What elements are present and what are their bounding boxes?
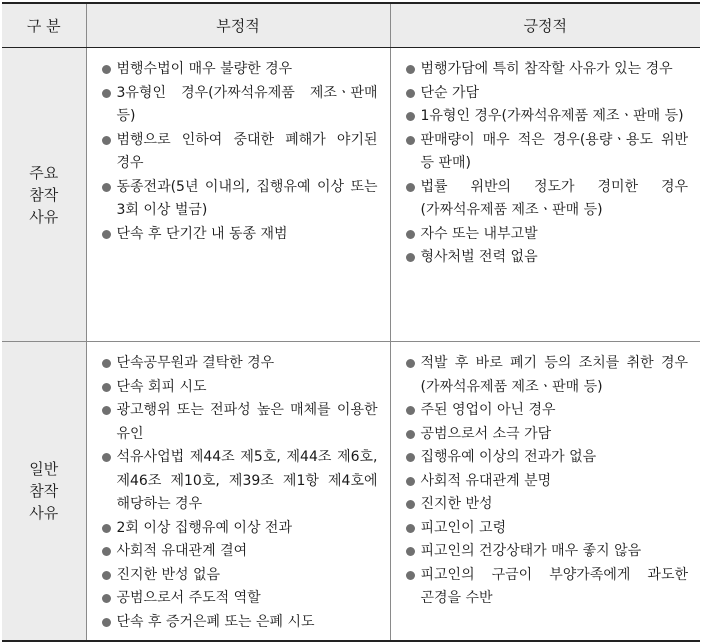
bullet-icon	[102, 383, 111, 392]
list-item-text: 단순 가담	[420, 84, 480, 101]
category-main-line: 참작	[29, 185, 59, 204]
general-positive-cell	[390, 342, 700, 642]
main-negative-list	[101, 58, 378, 246]
sentencing-factors-table	[2, 2, 700, 642]
list-item-text: 형사처벌 전력 없음	[420, 249, 538, 265]
list-item-text: 법률 위반의 정도가 경미한 경우(가짜석유제품 제조ㆍ판매 등)	[420, 178, 688, 218]
list-item	[101, 376, 378, 400]
row-main-factors	[2, 48, 700, 342]
list-item-text: 동종전과(5년 이내의, 집행유예 이상 또는 3회 이상 벌금)	[116, 178, 378, 218]
general-negative-list	[101, 352, 378, 634]
list-item	[405, 446, 689, 470]
bullet-icon	[102, 230, 111, 239]
list-item	[405, 176, 689, 223]
row-general-factors	[2, 342, 700, 642]
list-item	[101, 58, 378, 82]
bullet-icon	[406, 430, 415, 439]
list-item	[405, 399, 689, 423]
bullet-icon	[102, 183, 111, 192]
list-item	[405, 58, 689, 82]
bullet-icon	[406, 571, 415, 580]
list-item-text: 범행수법이 매우 불량한 경우	[116, 61, 293, 77]
header-category: 구 분	[2, 3, 86, 48]
bullet-icon	[406, 547, 415, 556]
category-general-line: 사유	[29, 504, 59, 522]
main-negative-cell	[86, 48, 390, 342]
list-item-text: 사회적 유대관계 결여	[116, 543, 248, 559]
bullet-icon	[406, 477, 415, 486]
list-item-text: 진지한 반성	[420, 496, 493, 512]
list-item-text: 2회 이상 집행유예 이상 전과	[116, 519, 292, 536]
bullet-icon	[102, 406, 111, 415]
bullet-icon	[102, 618, 111, 627]
bullet-icon	[102, 65, 111, 74]
list-item-text: 석유사업법 제44조 제5호, 제44조 제6호, 제46조 제10호, 제39조 제1항 제4호에 해당하는 경우	[116, 449, 378, 512]
list-item-text: 피고인의 건강상태가 매우 좋지 않음	[420, 543, 642, 559]
list-item	[101, 352, 378, 376]
list-item	[405, 352, 689, 399]
list-item-text: 피고인이 고령	[420, 519, 507, 536]
category-general-line: 일반	[29, 460, 59, 478]
bullet-icon	[406, 136, 415, 145]
main-positive-cell	[390, 48, 700, 342]
list-item-text: 적발 후 바로 폐기 등의 조치를 취한 경우(가짜석유제품 제조ㆍ판매 등)	[420, 355, 688, 395]
list-item	[101, 129, 378, 176]
list-item	[405, 517, 689, 541]
bullet-icon	[406, 500, 415, 509]
list-item-text: 3유형인 경우(가짜석유제품 제조ㆍ판매 등)	[116, 84, 378, 124]
bullet-icon	[406, 89, 415, 98]
bullet-icon	[406, 453, 415, 462]
bullet-icon	[102, 571, 111, 580]
list-item-text: 사회적 유대관계 분명	[420, 472, 552, 489]
general-negative-cell	[86, 342, 390, 642]
list-item-text: 1유형인 경우(가짜석유제품 제조ㆍ판매 등)	[420, 108, 684, 124]
list-item	[101, 611, 378, 635]
list-item	[405, 493, 689, 517]
bullet-icon	[406, 65, 415, 74]
bullet-icon	[406, 253, 415, 262]
category-general-line: 참작	[29, 482, 59, 500]
category-main	[2, 48, 86, 342]
bullet-icon	[406, 406, 415, 415]
list-item-text: 피고인의 구금이 부양가족에게 과도한 곤경을 수반	[420, 566, 688, 606]
list-item	[405, 423, 689, 447]
general-positive-list	[405, 352, 689, 611]
header-positive: 긍정적	[390, 3, 700, 48]
list-item	[101, 587, 378, 611]
list-item-text: 집행유예 이상의 전과가 없음	[420, 449, 597, 465]
bullet-icon	[406, 524, 415, 533]
bullet-icon	[102, 89, 111, 98]
main-positive-list	[405, 58, 689, 270]
list-item	[101, 223, 378, 247]
list-item-text: 진지한 반성 없음	[116, 566, 221, 583]
header-negative: 부정적	[86, 3, 390, 48]
bullet-icon	[406, 359, 415, 368]
list-item	[405, 105, 689, 129]
bullet-icon	[102, 547, 111, 556]
list-item	[101, 399, 378, 446]
list-item-text: 단속 회피 시도	[116, 378, 207, 395]
list-item	[405, 129, 689, 176]
list-item-text: 주된 영업이 아닌 경우	[420, 402, 556, 418]
bullet-icon	[102, 524, 111, 533]
list-item	[405, 470, 689, 494]
list-item	[101, 82, 378, 129]
bullet-icon	[102, 136, 111, 145]
list-item-text: 자수 또는 내부고발	[420, 225, 538, 242]
bullet-icon	[406, 183, 415, 192]
list-item-text: 판매량이 매우 적은 경우(용량ㆍ용도 위반 등 판매)	[420, 131, 688, 171]
list-item	[405, 82, 689, 106]
bullet-icon	[102, 594, 111, 603]
category-general	[2, 342, 86, 642]
list-item	[101, 564, 378, 588]
list-item	[101, 517, 378, 541]
bullet-icon	[406, 230, 415, 239]
bullet-icon	[102, 359, 111, 368]
category-main-line: 사유	[29, 207, 59, 226]
list-item-text: 범행으로 인하여 중대한 폐해가 야기된 경우	[116, 131, 378, 171]
list-item	[101, 446, 378, 517]
bullet-icon	[406, 112, 415, 121]
list-item-text: 범행가담에 특히 참작할 사유가 있는 경우	[420, 61, 673, 77]
list-item	[405, 564, 689, 611]
list-item-text: 공범으로서 소극 가담	[420, 425, 552, 442]
header-row	[2, 3, 700, 48]
list-item	[405, 223, 689, 247]
list-item-text: 공범으로서 주도적 역할	[116, 590, 261, 606]
bullet-icon	[102, 453, 111, 462]
list-item	[405, 246, 689, 270]
list-item-text: 광고행위 또는 전파성 높은 매체를 이용한 유인	[116, 402, 378, 442]
category-main-line: 주요	[29, 163, 59, 182]
list-item-text: 단속공무원과 결탁한 경우	[116, 355, 275, 371]
list-item	[405, 540, 689, 564]
list-item	[101, 176, 378, 223]
list-item	[101, 540, 378, 564]
list-item-text: 단속 후 증거은폐 또는 은폐 시도	[116, 613, 315, 630]
list-item-text: 단속 후 단기간 내 동종 재범	[116, 225, 288, 242]
